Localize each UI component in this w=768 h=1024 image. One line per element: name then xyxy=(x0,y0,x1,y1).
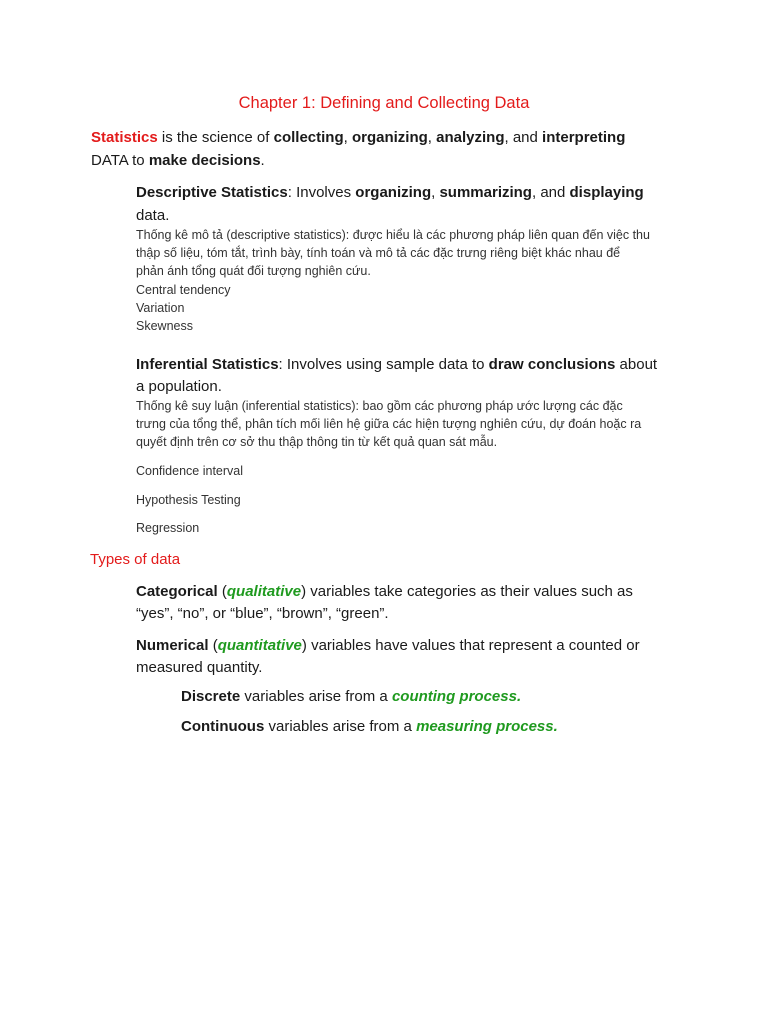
inferential-vn-2: trưng của tổng thể, phân tích mối liên hệ giữa các hiện tượng nghiên cứu, dự đoán hoặc ra xyxy=(136,417,642,431)
categorical-line-1: Categorical (qualitative) variables take categories as their values such as xyxy=(136,583,633,600)
descriptive-term: Descriptive Statistics xyxy=(136,184,288,201)
list-item: Skewness xyxy=(136,319,193,333)
descriptive-vn-3: phản ánh tổng quát đối tượng nghiên cứu. xyxy=(136,264,371,278)
inferential-line-2: a population. xyxy=(136,378,222,395)
list-item: Hypothesis Testing xyxy=(136,493,241,507)
numerical-term: Numerical xyxy=(136,637,209,654)
inferential-term: Inferential Statistics xyxy=(136,356,279,373)
list-item: Regression xyxy=(136,521,200,535)
discrete-term: Discrete xyxy=(181,688,241,705)
inferential-vn-3: quyết định trên cơ sở thu thập thông tin từ kết quả quan sát mẫu. xyxy=(136,435,498,449)
discrete-line: Discrete variables arise from a counting process. xyxy=(181,688,522,705)
descriptive-vn-1: Thống kê mô tả (descriptive statistics): được hiểu là các phương pháp liên quan đến việc thu xyxy=(136,228,650,242)
descriptive-line-2: data. xyxy=(136,207,170,224)
numerical-line-1: Numerical (quantitative) variables have values that represent a counted or xyxy=(136,637,640,654)
section-heading-types: Types of data xyxy=(90,551,181,568)
continuous-line: Continuous variables arise from a measuring process. xyxy=(181,718,558,735)
page-title: Chapter 1: Defining and Collecting Data xyxy=(238,94,530,112)
list-item: Central tendency xyxy=(136,283,231,297)
list-item: Confidence interval xyxy=(136,464,244,478)
intro-line-2: DATA to make decisions. xyxy=(91,152,265,169)
continuous-term: Continuous xyxy=(181,718,265,735)
inferential-vn-1: Thống kê suy luận (inferential statistics): bao gồm các phương pháp ước lượng các đặc xyxy=(136,399,623,413)
descriptive-vn-2: thập số liệu, tóm tắt, trình bày, tính toán và mô tả các đặc trưng riêng biệt khác nhau để xyxy=(136,246,621,260)
statistics-term: Statistics xyxy=(91,129,158,146)
intro-line-1: Statistics is the science of collecting, organizing, analyzing, and interpreting xyxy=(91,129,626,146)
list-item: Variation xyxy=(136,301,185,315)
inferential-line-1: Inferential Statistics: Involves using sample data to draw conclusions about xyxy=(136,356,658,373)
numerical-line-2: measured quantity. xyxy=(136,659,263,676)
descriptive-line-1: Descriptive Statistics: Involves organizing, summarizing, and displaying xyxy=(136,184,644,201)
categorical-line-2: “yes”, “no”, or “blue”, “brown”, “green”. xyxy=(136,605,389,622)
categorical-term: Categorical xyxy=(136,583,218,600)
